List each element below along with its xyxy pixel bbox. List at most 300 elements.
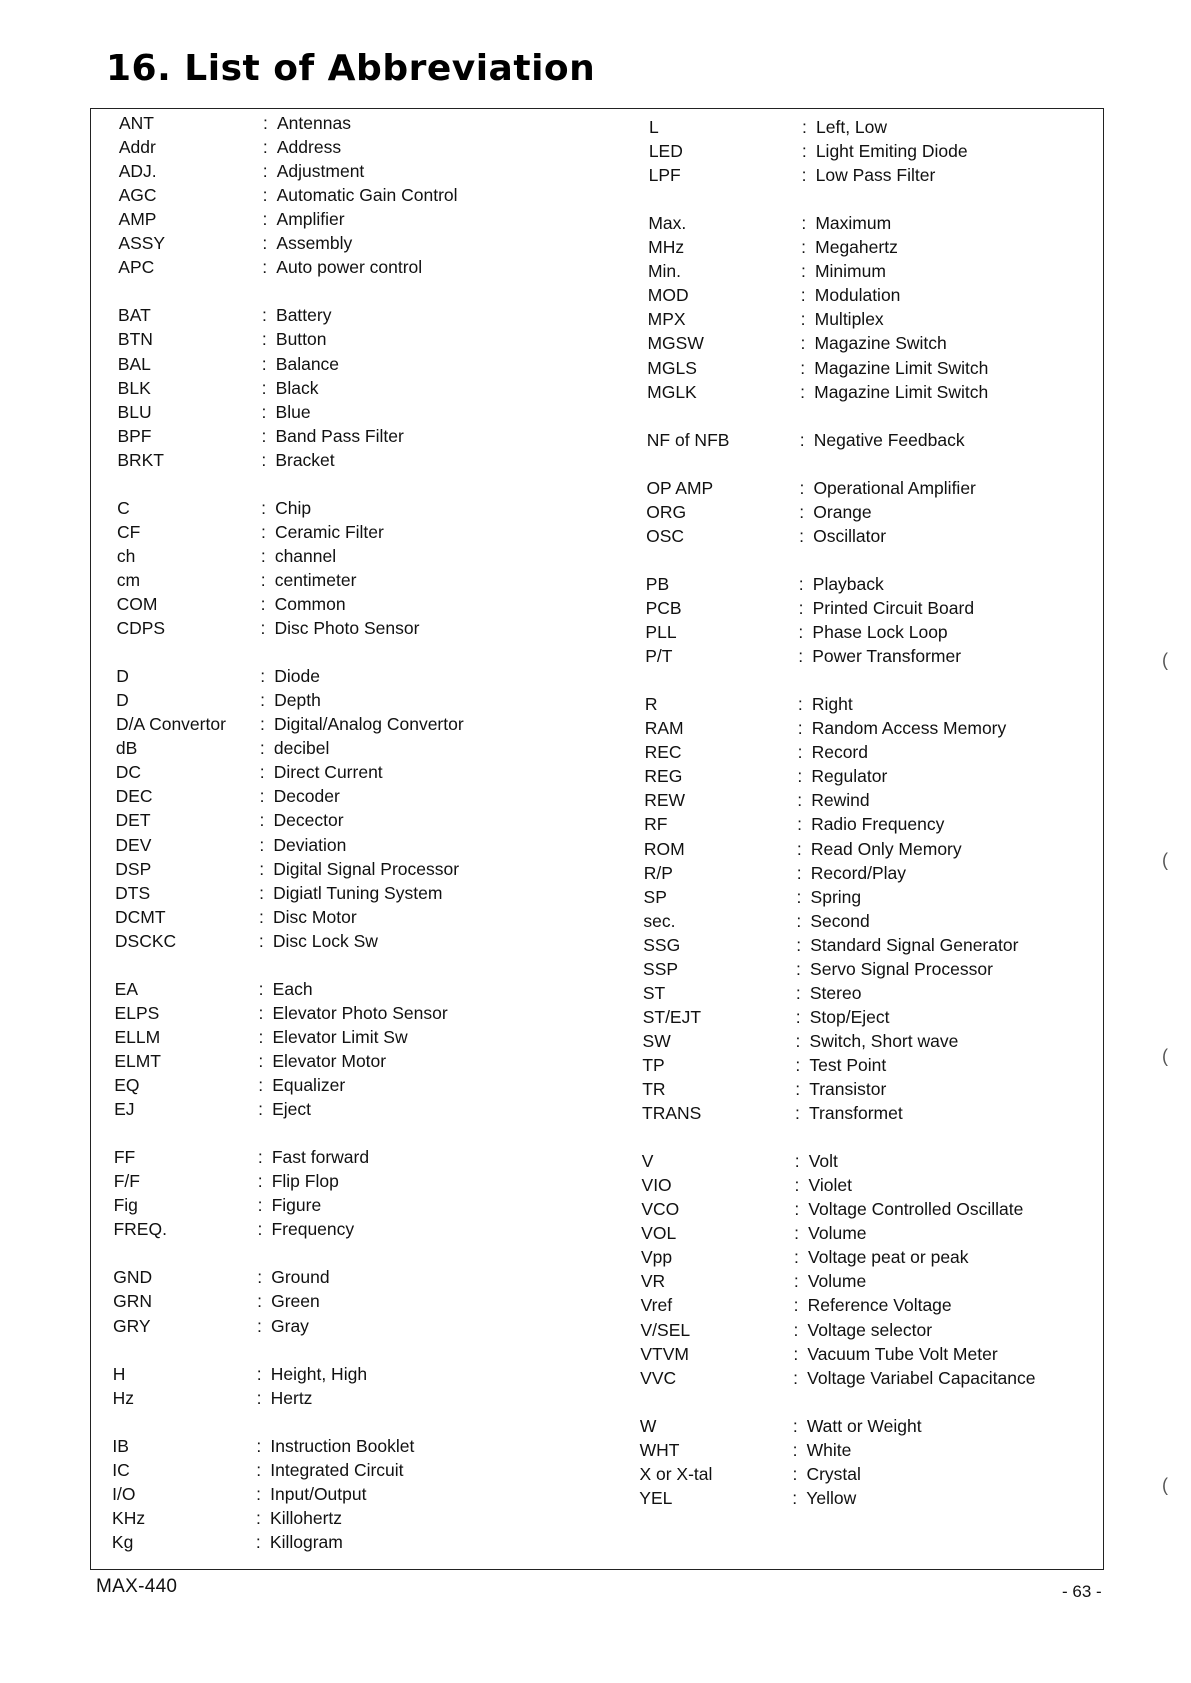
footer-model: MAX-440: [96, 1576, 178, 1597]
abbreviation-meaning: Light Emiting Diode: [815, 141, 968, 162]
separator-colon: :: [257, 1315, 262, 1336]
abbreviation-term: I/O: [112, 1483, 136, 1504]
abbreviation-term: ST/EJT: [642, 1006, 702, 1027]
abbreviation-term: VTVM: [640, 1343, 689, 1364]
abbreviation-meaning: Digital Signal Processor: [273, 858, 460, 879]
abbreviation-term: Vpp: [641, 1247, 673, 1268]
separator-colon: :: [794, 1247, 799, 1268]
abbreviation-meaning: Elevator Motor: [272, 1050, 387, 1071]
abbreviation-table: [90, 108, 1104, 1570]
separator-colon: :: [798, 622, 804, 643]
abbreviation-term: cm: [116, 569, 141, 590]
separator-colon: :: [258, 1026, 264, 1047]
abbreviation-term: BTN: [117, 329, 153, 350]
separator-colon: :: [262, 257, 268, 278]
separator-colon: :: [261, 497, 266, 518]
abbreviation-meaning: Ground: [271, 1267, 330, 1288]
separator-colon: :: [796, 838, 802, 859]
abbreviation-term: VCO: [641, 1199, 680, 1220]
abbreviation-meaning: Operational Amplifier: [813, 477, 976, 498]
separator-colon: :: [260, 521, 266, 542]
separator-colon: :: [793, 1271, 799, 1292]
abbreviation-meaning: Gray: [271, 1315, 309, 1336]
abbreviation-meaning: Ceramic Filter: [274, 521, 384, 542]
separator-colon: :: [257, 1219, 263, 1240]
separator-colon: :: [262, 209, 268, 230]
abbreviation-meaning: Megahertz: [815, 237, 898, 258]
abbreviation-meaning: Elevator Photo Sensor: [272, 1002, 448, 1023]
abbreviation-term: MGLS: [647, 357, 697, 378]
abbreviation-meaning: Negative Feedback: [813, 429, 965, 450]
abbreviation-term: EA: [114, 978, 139, 999]
abbreviation-term: VR: [640, 1271, 666, 1292]
abbreviation-term: LED: [648, 141, 683, 162]
separator-colon: :: [792, 1463, 798, 1484]
abbreviation-meaning: Minimum: [814, 261, 886, 282]
abbreviation-meaning: Regulator: [811, 766, 888, 787]
separator-colon: :: [800, 381, 805, 402]
separator-colon: :: [261, 449, 267, 470]
abbreviation-term: DEC: [115, 786, 153, 807]
abbreviation-term: ADJ.: [118, 161, 157, 182]
abbreviation-term: MPX: [647, 309, 686, 330]
abbreviation-meaning: Random Access Memory: [811, 718, 1007, 739]
abbreviation-term: SSG: [643, 934, 681, 955]
abbreviation-meaning: Read Only Memory: [810, 838, 962, 859]
separator-colon: :: [797, 790, 803, 811]
separator-colon: :: [793, 1367, 799, 1388]
separator-colon: :: [797, 766, 803, 787]
abbreviation-term: ORG: [646, 501, 687, 522]
separator-colon: :: [261, 329, 267, 350]
abbreviation-meaning: Button: [275, 329, 327, 350]
abbreviation-term: L: [649, 117, 659, 137]
abbreviation-term: C: [117, 497, 130, 518]
abbreviation-term: FREQ.: [113, 1219, 167, 1240]
abbreviation-term: Kg: [111, 1531, 134, 1552]
separator-colon: :: [798, 646, 804, 667]
separator-colon: :: [255, 1531, 261, 1552]
footer-page-number: - 63 -: [1062, 1582, 1102, 1601]
abbreviation-meaning: Chip: [275, 497, 312, 518]
separator-colon: :: [258, 1050, 264, 1071]
abbreviation-term: ELPS: [114, 1002, 160, 1023]
abbreviation-meaning: Low Pass Filter: [815, 165, 936, 186]
abbreviation-meaning: Servo Signal Processor: [810, 958, 993, 979]
separator-colon: :: [801, 237, 807, 258]
separator-colon: :: [260, 666, 266, 687]
separator-colon: :: [795, 1006, 801, 1027]
separator-colon: :: [795, 1103, 800, 1124]
abbreviation-term: VIO: [641, 1175, 672, 1196]
abbreviation-meaning: Volt: [808, 1151, 838, 1172]
separator-colon: :: [795, 1030, 801, 1051]
abbreviation-term: YEL: [639, 1487, 673, 1508]
abbreviation-meaning: Left, Low: [816, 117, 888, 137]
abbreviation-meaning: Printed Circuit Board: [812, 598, 975, 618]
separator-colon: :: [794, 1199, 800, 1220]
abbreviation-term: EQ: [114, 1075, 140, 1095]
abbreviation-meaning: Multiplex: [814, 309, 884, 330]
separator-colon: :: [259, 858, 265, 879]
abbreviation-meaning: Adjustment: [276, 161, 365, 182]
separator-colon: :: [259, 810, 265, 831]
abbreviation-meaning: Blue: [275, 401, 311, 422]
abbreviation-meaning: Stereo: [809, 982, 862, 1003]
separator-colon: :: [799, 501, 805, 522]
abbreviation-term: X or X-tal: [639, 1463, 713, 1484]
abbreviation-meaning: Test Point: [809, 1054, 887, 1075]
abbreviation-term: DTS: [115, 882, 151, 903]
separator-colon: :: [260, 545, 266, 566]
abbreviation-term: OSC: [646, 525, 685, 546]
separator-colon: :: [258, 930, 264, 951]
abbreviation-meaning: Oscillator: [813, 525, 887, 546]
separator-colon: :: [799, 525, 804, 546]
separator-colon: :: [795, 1054, 801, 1075]
margin-mark-decoration: (: [1162, 650, 1168, 670]
abbreviation-term: DC: [115, 762, 142, 783]
abbreviation-meaning: Killohertz: [270, 1507, 343, 1528]
abbreviation-term: MHz: [648, 237, 685, 258]
abbreviation-meaning: Volume: [808, 1223, 867, 1244]
abbreviation-meaning: Maximum: [815, 213, 892, 234]
abbreviation-meaning: Volume: [807, 1271, 867, 1292]
abbreviation-term: TRANS: [642, 1103, 702, 1124]
abbreviation-term: FF: [113, 1147, 136, 1168]
abbreviation-meaning: Rewind: [811, 790, 870, 811]
separator-colon: :: [257, 1291, 262, 1312]
abbreviation-term: BAL: [117, 353, 151, 374]
abbreviation-term: LPF: [648, 165, 681, 186]
abbreviation-term: R: [644, 694, 658, 715]
abbreviation-term: ST: [642, 982, 666, 1003]
separator-colon: :: [259, 882, 265, 903]
abbreviation-meaning: Band Pass Filter: [275, 425, 404, 446]
abbreviation-term: TP: [642, 1054, 665, 1075]
abbreviation-meaning: Integrated Circuit: [270, 1459, 404, 1480]
separator-colon: :: [795, 1079, 801, 1099]
abbreviation-term: IC: [112, 1459, 130, 1480]
abbreviation-meaning: Frequency: [271, 1219, 355, 1240]
separator-colon: :: [799, 477, 805, 498]
abbreviation-term: DSCKC: [114, 930, 177, 951]
abbreviation-meaning: Killogram: [269, 1531, 343, 1552]
abbreviation-term: F/F: [113, 1171, 140, 1192]
abbreviation-term: ch: [116, 545, 136, 566]
abbreviation-meaning: Reference Voltage: [807, 1295, 952, 1316]
separator-colon: :: [796, 862, 802, 883]
abbreviation-term: R/P: [643, 862, 673, 883]
abbreviation-meaning: Voltage peat or peak: [808, 1247, 969, 1268]
abbreviation-term: DSP: [115, 858, 152, 879]
abbreviation-meaning: Height, High: [270, 1363, 368, 1384]
abbreviation-meaning: Second: [810, 910, 870, 931]
abbreviation-term: Max.: [648, 213, 687, 234]
abbreviation-term: sec.: [643, 910, 676, 931]
abbreviation-term: GRN: [113, 1291, 152, 1312]
abbreviation-term: NF of NFB: [646, 429, 730, 450]
separator-colon: :: [260, 690, 265, 711]
abbreviation-meaning: Disc Photo Sensor: [274, 618, 420, 639]
separator-colon: :: [792, 1415, 798, 1436]
abbreviation-term: ELLM: [114, 1026, 161, 1047]
abbreviation-meaning: Magazine Limit Switch: [814, 357, 989, 378]
abbreviation-term: dB: [115, 738, 138, 759]
separator-colon: :: [797, 814, 802, 835]
separator-colon: :: [256, 1507, 261, 1528]
abbreviation-term: ASSY: [118, 233, 166, 254]
abbreviation-meaning: Record/Play: [810, 862, 907, 883]
abbreviation-term: VOL: [641, 1223, 677, 1244]
abbreviation-meaning: Power Transformer: [812, 646, 962, 667]
separator-colon: :: [256, 1459, 262, 1480]
abbreviation-term: REW: [644, 790, 686, 811]
abbreviation-term: BPF: [117, 425, 152, 446]
separator-colon: :: [260, 714, 265, 735]
separator-colon: :: [262, 137, 268, 158]
abbreviation-meaning: Voltage Controlled Oscillate: [808, 1199, 1024, 1220]
abbreviation-term: BRKT: [117, 449, 164, 470]
separator-colon: :: [800, 309, 806, 330]
abbreviation-term: DEV: [115, 834, 152, 855]
abbreviation-meaning: Playback: [812, 573, 884, 594]
separator-colon: :: [258, 1002, 264, 1023]
abbreviation-term: RF: [644, 814, 668, 835]
abbreviation-meaning: Battery: [276, 305, 332, 326]
abbreviation-meaning: Voltage Variabel Capacitance: [807, 1367, 1036, 1388]
abbreviation-meaning: Vacuum Tube Volt Meter: [807, 1343, 998, 1364]
separator-colon: :: [259, 762, 265, 783]
separator-colon: :: [257, 1195, 263, 1216]
abbreviation-term: MOD: [647, 285, 689, 306]
abbreviation-meaning: Address: [276, 137, 342, 158]
separator-colon: :: [792, 1487, 798, 1508]
abbreviation-meaning: Depth: [274, 690, 321, 711]
abbreviation-meaning: Figure: [271, 1195, 322, 1216]
separator-colon: :: [259, 834, 265, 855]
abbreviation-term: MGLK: [647, 381, 697, 402]
separator-colon: :: [257, 1171, 263, 1192]
abbreviation-meaning: Digital/Analog Convertor: [274, 714, 464, 735]
abbreviation-meaning: Input/Output: [270, 1483, 367, 1504]
abbreviation-term: Addr: [118, 137, 156, 158]
abbreviation-term: ROM: [643, 838, 685, 859]
abbreviation-meaning: Right: [811, 694, 853, 715]
abbreviation-meaning: Eject: [272, 1099, 311, 1120]
separator-colon: :: [796, 910, 802, 931]
abbreviation-term: CF: [116, 521, 141, 542]
abbreviation-meaning: Amplifier: [276, 209, 345, 230]
abbreviation-meaning: Decector: [273, 810, 344, 831]
abbreviation-term: EJ: [114, 1099, 135, 1120]
separator-colon: :: [798, 598, 804, 618]
separator-colon: :: [260, 594, 266, 614]
abbreviation-meaning: White: [806, 1439, 852, 1460]
abbreviation-term: D: [116, 690, 129, 711]
separator-colon: :: [259, 786, 265, 807]
separator-colon: :: [793, 1295, 799, 1316]
abbreviation-meaning: channel: [274, 545, 337, 566]
abbreviation-term: ELMT: [114, 1050, 161, 1071]
abbreviation-meaning: Automatic Gain Control: [276, 185, 458, 206]
abbreviation-meaning: Equalizer: [272, 1075, 346, 1095]
abbreviation-meaning: Modulation: [814, 285, 901, 306]
separator-colon: :: [262, 185, 268, 206]
abbreviation-term: P/T: [645, 646, 673, 667]
abbreviation-meaning: Bracket: [275, 449, 335, 470]
abbreviation-term: Vref: [640, 1295, 673, 1316]
separator-colon: :: [259, 738, 265, 759]
abbreviation-meaning: Phase Lock Loop: [812, 622, 948, 643]
abbreviation-meaning: Disc Lock Sw: [272, 930, 378, 951]
separator-colon: :: [797, 718, 803, 739]
abbreviation-meaning: Deviation: [273, 834, 347, 855]
separator-colon: :: [801, 213, 807, 234]
abbreviation-meaning: Record: [811, 742, 868, 763]
abbreviation-term: WHT: [639, 1439, 680, 1460]
page-title: 16. List of Abbreviation: [106, 48, 596, 89]
separator-colon: :: [258, 1099, 263, 1120]
separator-colon: :: [256, 1483, 262, 1504]
abbreviation-meaning: Violet: [808, 1175, 852, 1196]
abbreviation-term: SP: [643, 886, 667, 907]
separator-colon: :: [794, 1151, 800, 1172]
abbreviation-term: BLK: [117, 377, 151, 398]
abbreviation-meaning: Transistor: [809, 1079, 887, 1099]
separator-colon: :: [793, 1319, 799, 1340]
abbreviation-term: SW: [642, 1030, 671, 1051]
abbreviation-meaning: Magazine Switch: [814, 333, 947, 354]
abbreviation-meaning: decibel: [273, 738, 330, 759]
abbreviation-meaning: Watt or Weight: [806, 1415, 922, 1436]
separator-colon: :: [263, 113, 268, 133]
abbreviation-term: Fig: [113, 1195, 138, 1216]
separator-colon: :: [800, 333, 806, 354]
abbreviation-term: GRY: [113, 1315, 151, 1336]
separator-colon: :: [798, 573, 804, 594]
separator-colon: :: [794, 1175, 800, 1196]
abbreviation-term: RAM: [644, 718, 684, 739]
abbreviation-meaning: Spring: [810, 886, 862, 907]
abbreviation-meaning: Orange: [813, 501, 872, 522]
abbreviation-meaning: Flip Flop: [271, 1171, 339, 1192]
separator-colon: :: [257, 1147, 263, 1168]
abbreviation-term: APC: [118, 257, 155, 278]
abbreviation-meaning: Magazine Limit Switch: [814, 381, 989, 402]
separator-colon: :: [261, 401, 267, 422]
abbreviation-meaning: Crystal: [806, 1463, 861, 1484]
abbreviation-term: REG: [644, 766, 683, 787]
abbreviation-term: IB: [112, 1435, 129, 1456]
separator-colon: :: [258, 978, 264, 999]
separator-colon: :: [261, 425, 267, 446]
separator-colon: :: [796, 934, 802, 955]
abbreviation-term: AGC: [118, 185, 157, 206]
abbreviation-meaning: Stop/Eject: [809, 1006, 890, 1027]
abbreviation-term: MGSW: [647, 333, 704, 354]
abbreviation-meaning: Yellow: [806, 1487, 857, 1508]
abbreviation-term: Min.: [647, 261, 682, 282]
abbreviation-term: AMP: [118, 209, 157, 230]
abbreviation-meaning: Elevator Limit Sw: [272, 1026, 408, 1047]
abbreviation-term: SSP: [643, 958, 679, 979]
separator-colon: :: [256, 1435, 262, 1456]
abbreviation-meaning: Black: [275, 377, 319, 398]
separator-colon: :: [800, 261, 806, 282]
abbreviation-term: W: [639, 1415, 657, 1436]
abbreviation-term: DET: [115, 810, 151, 831]
abbreviation-meaning: Diode: [274, 666, 320, 687]
abbreviation-meaning: Decoder: [273, 786, 340, 807]
separator-colon: :: [797, 694, 803, 715]
abbreviation-term: D/A Convertor: [116, 714, 226, 735]
abbreviation-meaning: Green: [271, 1291, 320, 1312]
abbreviation-meaning: Balance: [275, 353, 340, 374]
abbreviation-meaning: Common: [274, 594, 346, 614]
abbreviation-meaning: Direct Current: [273, 762, 383, 783]
separator-colon: :: [262, 233, 268, 254]
abbreviation-term: H: [112, 1363, 126, 1384]
separator-colon: :: [256, 1363, 262, 1384]
abbreviation-term: BLU: [117, 401, 152, 422]
abbreviation-term: COM: [116, 594, 158, 614]
abbreviation-meaning: Instruction Booklet: [270, 1435, 415, 1456]
abbreviation-meaning: Disc Motor: [273, 906, 357, 927]
separator-colon: :: [801, 165, 807, 186]
abbreviation-meaning: Radio Frequency: [811, 814, 945, 835]
abbreviation-term: Hz: [112, 1387, 135, 1408]
separator-colon: :: [792, 1439, 798, 1460]
abbreviation-term: V: [641, 1151, 654, 1172]
separator-colon: :: [796, 958, 801, 979]
abbreviation-term: BAT: [118, 305, 151, 326]
abbreviation-term: OP AMP: [646, 477, 714, 498]
abbreviation-term: DCMT: [115, 906, 166, 927]
margin-mark-decoration: (: [1162, 1046, 1168, 1066]
abbreviation-term: CDPS: [116, 618, 166, 639]
separator-colon: :: [257, 1267, 263, 1288]
separator-colon: :: [259, 906, 264, 927]
abbreviation-term: GND: [113, 1267, 153, 1288]
separator-colon: :: [262, 161, 268, 182]
separator-colon: :: [796, 886, 802, 907]
abbreviation-term: PB: [645, 573, 670, 594]
abbreviation-term: V/SEL: [640, 1319, 691, 1340]
abbreviation-meaning: Standard Signal Generator: [810, 934, 1019, 955]
separator-colon: :: [794, 1223, 800, 1244]
abbreviation-term: VVC: [640, 1367, 677, 1388]
separator-colon: :: [256, 1387, 262, 1408]
abbreviation-meaning: Auto power control: [276, 257, 423, 278]
abbreviation-term: ANT: [119, 113, 154, 133]
separator-colon: :: [799, 429, 805, 450]
separator-colon: :: [260, 618, 266, 639]
abbreviation-meaning: Switch, Short wave: [809, 1030, 959, 1051]
separator-colon: :: [801, 141, 807, 162]
abbreviation-meaning: Digiatl Tuning System: [273, 882, 443, 903]
abbreviation-term: PLL: [645, 622, 677, 643]
separator-colon: :: [800, 357, 806, 378]
abbreviation-meaning: Fast forward: [271, 1147, 370, 1168]
abbreviation-meaning: Assembly: [276, 233, 353, 254]
separator-colon: :: [795, 982, 801, 1003]
separator-colon: :: [802, 117, 807, 137]
abbreviation-meaning: centimeter: [274, 569, 357, 590]
abbreviation-term: REC: [644, 742, 682, 763]
separator-colon: :: [793, 1343, 799, 1364]
abbreviation-term: KHz: [112, 1507, 146, 1528]
